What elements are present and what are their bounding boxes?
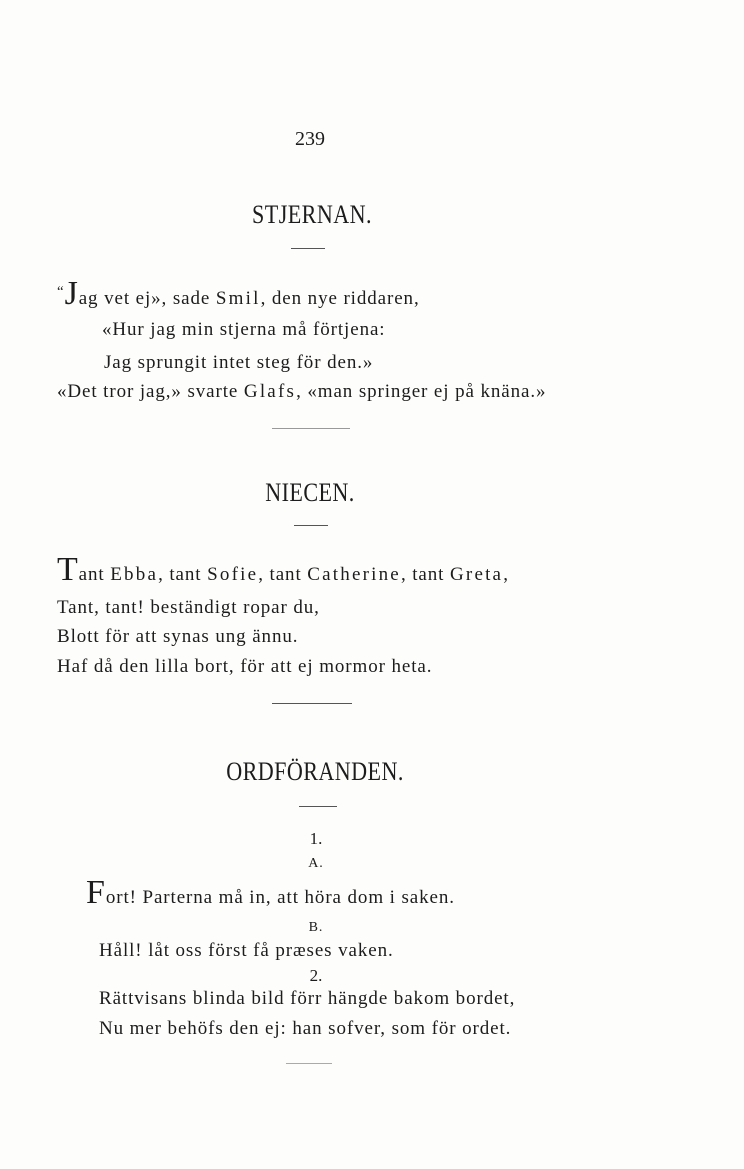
drop-initial: F	[86, 874, 106, 911]
speaker-label: A.	[308, 856, 324, 871]
title-rule	[291, 248, 325, 249]
line-text: , «man springer ej på knäna.»	[296, 381, 547, 402]
spaced-name: Sofie	[207, 564, 259, 585]
line-text: «Det tror jag,» svarte	[57, 381, 244, 402]
spaced-name: Catherine	[307, 564, 401, 585]
line-text: , den nye riddaren,	[260, 288, 420, 309]
poem-title-ordforanden: ORDFÖRANDEN.	[226, 757, 404, 786]
line-text: , tant	[258, 564, 308, 585]
poem-line: Nu mer behöfs den ej: han sofver, som för ordet.	[99, 1018, 512, 1039]
opening-quote: “	[57, 284, 65, 300]
poem-line	[57, 551, 509, 588]
spaced-name: Smil	[215, 288, 261, 309]
page-number: 239	[295, 128, 325, 150]
poem-line	[57, 275, 420, 312]
poem-title-stjernan: STJERNAN.	[252, 200, 372, 229]
line-text: ort! Parterna må in, att höra dom i saken.	[105, 887, 455, 908]
drop-initial: J	[64, 275, 79, 312]
poem-line: Haf då den lilla bort, för att ej mormor heta.	[57, 656, 433, 677]
spaced-name: Greta	[450, 564, 504, 585]
title-rule	[294, 525, 328, 526]
poem-line	[86, 874, 455, 911]
line-text: ant	[78, 564, 111, 585]
poem-line: Tant, tant! beständigt ropar du,	[57, 597, 320, 618]
spaced-name: Glafs	[243, 381, 297, 402]
title-rule	[299, 806, 337, 807]
poem-line: Jag sprungit intet steg för den.»	[104, 352, 374, 373]
poem-title-niecen: NIECEN.	[265, 478, 355, 507]
poem-line: Håll! låt oss först få præses vaken.	[99, 940, 394, 961]
line-text: , tant	[158, 564, 208, 585]
speaker-label: B.	[308, 920, 324, 935]
section-divider	[272, 428, 350, 429]
section-divider	[272, 703, 352, 704]
line-text: ,	[503, 564, 509, 585]
section-divider	[286, 1063, 332, 1064]
poem-line: Blott för att synas ung ännu.	[57, 626, 299, 647]
spaced-name: Ebba	[110, 564, 159, 585]
line-text: ag vet ej», sade	[78, 288, 216, 309]
drop-initial: T	[57, 551, 79, 588]
section-number: 1.	[309, 829, 323, 848]
line-text: , tant	[400, 564, 450, 585]
poem-line: «Hur jag min stjerna må förtjena:	[102, 319, 386, 340]
poem-line: Rättvisans blinda bild förr hängde bakom bordet,	[99, 988, 516, 1009]
section-number: 2.	[309, 966, 323, 985]
poem-line	[57, 381, 546, 403]
